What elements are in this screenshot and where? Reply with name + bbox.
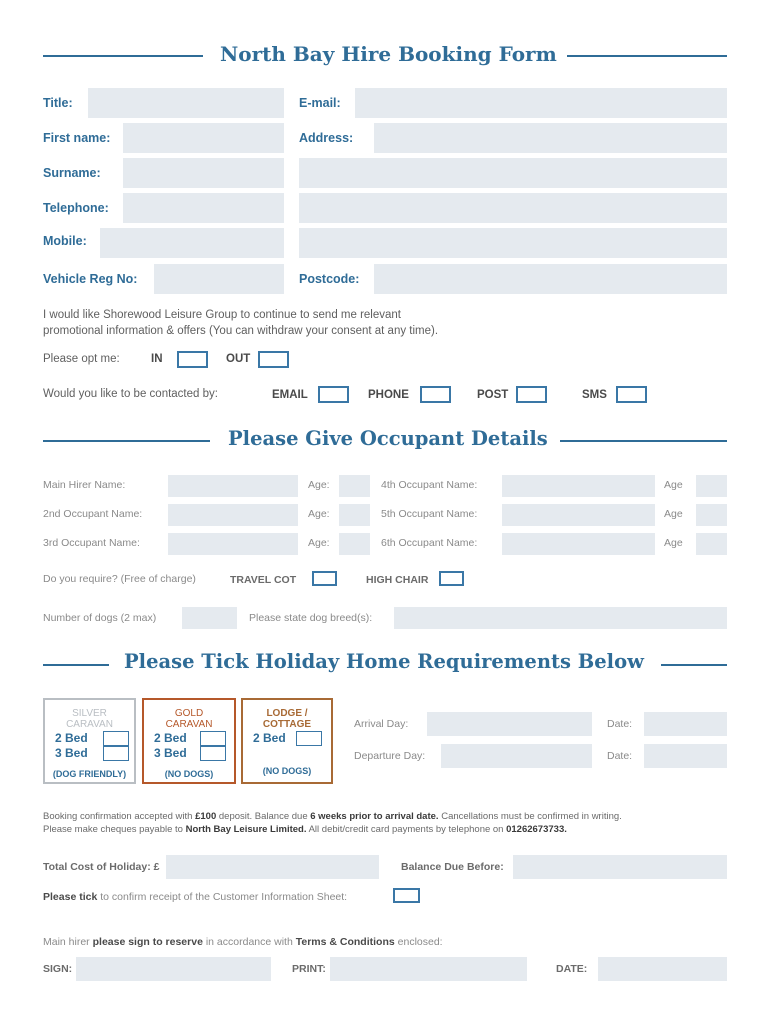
- gold-foot: (NO DOGS): [164, 769, 214, 779]
- gold-name-1: GOLD: [174, 708, 204, 719]
- telephone-label: Telephone:: [43, 201, 109, 215]
- first-name-input[interactable]: [123, 123, 284, 153]
- silver-name-1: SILVER: [72, 708, 107, 719]
- occupants-heading: Please Give Occupant Details: [228, 427, 548, 450]
- gold-2bed-label: 2 Bed: [154, 731, 187, 745]
- silver-3bed-label: 3 Bed: [55, 746, 88, 760]
- fourth-occupant-label: 4th Occupant Name:: [381, 479, 478, 491]
- total-cost-input[interactable]: [166, 855, 379, 879]
- silver-caravan-card: [43, 698, 136, 784]
- sign-intro: Main hirer please sign to reserve in accordance with Terms & Conditions enclosed:: [43, 936, 443, 948]
- high-chair-checkbox[interactable]: [439, 571, 464, 586]
- gold-caravan-card: [142, 698, 236, 784]
- surname-label: Surname:: [43, 166, 101, 180]
- address-input-4[interactable]: [299, 228, 727, 258]
- departure-date-input[interactable]: [644, 744, 727, 768]
- title-label: Title:: [43, 96, 73, 110]
- second-occupant-label: 2nd Occupant Name:: [43, 508, 143, 520]
- postcode-label: Postcode:: [299, 272, 360, 286]
- surname-input[interactable]: [123, 158, 284, 188]
- fourth-age-label: Age: [664, 479, 683, 491]
- contact-phone-checkbox[interactable]: [420, 386, 451, 403]
- lodge-name-2: COTTAGE: [262, 719, 312, 730]
- title-rule-left: [43, 55, 203, 57]
- opt-out-checkbox[interactable]: [258, 351, 289, 368]
- contact-phone-label: PHONE: [368, 389, 409, 401]
- arrival-date-input[interactable]: [644, 712, 727, 736]
- opt-in-label: IN: [151, 353, 163, 365]
- lodge-name-1: LODGE /: [266, 708, 308, 719]
- contact-email-label: EMAIL: [272, 389, 308, 401]
- departure-input[interactable]: [441, 744, 592, 768]
- lodge-cottage-card: [241, 698, 333, 784]
- third-occupant-label: 3rd Occupant Name:: [43, 537, 140, 549]
- dogs-input[interactable]: [182, 607, 237, 629]
- opt-in-checkbox[interactable]: [177, 351, 208, 368]
- gold-2bed-checkbox[interactable]: [200, 731, 226, 746]
- total-cost-label: Total Cost of Holiday: £: [43, 861, 160, 873]
- arrival-label: Arrival Day:: [354, 718, 409, 730]
- title-input[interactable]: [88, 88, 284, 118]
- contact-post-label: POST: [477, 389, 509, 401]
- silver-foot: (DOG FRIENDLY): [52, 769, 127, 779]
- dog-breed-label: Please state dog breed(s):: [249, 612, 373, 624]
- postcode-input[interactable]: [374, 264, 727, 294]
- opt-out-label: OUT: [226, 353, 251, 365]
- requirements-rule-right: [661, 664, 727, 666]
- main-hirer-age-label: Age:: [308, 479, 330, 491]
- terms-line-2: Please make cheques payable to North Bay Leisure Limited. All debit/credit card payments by telephone on 01262673733.: [43, 824, 567, 835]
- fourth-occupant-input[interactable]: [502, 475, 655, 497]
- opt-label: Please opt me:: [43, 353, 120, 365]
- contact-post-checkbox[interactable]: [516, 386, 547, 403]
- consent-line-1: I would like Shorewood Leisure Group to continue to send me relevant: [43, 309, 401, 321]
- departure-label: Departure Day:: [354, 750, 426, 762]
- balance-due-input[interactable]: [513, 855, 727, 879]
- main-hirer-age-input[interactable]: [339, 475, 370, 497]
- email-label: E-mail:: [299, 96, 341, 110]
- second-age-input[interactable]: [339, 504, 370, 526]
- main-hirer-input[interactable]: [168, 475, 298, 497]
- occupants-rule-left: [43, 440, 210, 442]
- silver-3bed-checkbox[interactable]: [103, 746, 129, 761]
- sixth-age-label: Age: [664, 537, 683, 549]
- telephone-input[interactable]: [123, 193, 284, 223]
- page-title: North Bay Hire Booking Form: [220, 42, 557, 66]
- lodge-2bed-label: 2 Bed: [253, 731, 286, 745]
- first-name-label: First name:: [43, 131, 111, 145]
- info-sheet-label: Please tick to confirm receipt of the Customer Information Sheet:: [43, 891, 348, 903]
- dog-breed-input[interactable]: [394, 607, 727, 629]
- contact-sms-checkbox[interactable]: [616, 386, 647, 403]
- terms-line-1: Booking confirmation accepted with £100 deposit. Balance due 6 weeks prior to arrival date. Cancellations must be confirmed in writing.: [43, 811, 622, 822]
- email-input[interactable]: [355, 88, 727, 118]
- departure-date-label: Date:: [607, 750, 633, 762]
- mobile-label: Mobile:: [43, 234, 87, 248]
- consent-line-2: promotional information & offers (You can withdraw your consent at any time).: [43, 325, 439, 337]
- fourth-age-input[interactable]: [696, 475, 727, 497]
- silver-2bed-checkbox[interactable]: [103, 731, 129, 746]
- high-chair-label: HIGH CHAIR: [366, 574, 429, 586]
- occupants-rule-right: [560, 440, 727, 442]
- address-input-3[interactable]: [299, 193, 727, 223]
- sixth-age-input[interactable]: [696, 533, 727, 555]
- fifth-occupant-input[interactable]: [502, 504, 655, 526]
- sixth-occupant-label: 6th Occupant Name:: [381, 537, 478, 549]
- info-sheet-checkbox[interactable]: [393, 888, 420, 903]
- contact-label: Would you like to be contacted by:: [43, 388, 218, 400]
- lodge-2bed-checkbox[interactable]: [296, 731, 322, 746]
- arrival-input[interactable]: [427, 712, 592, 736]
- requirements-rule-left: [43, 664, 109, 666]
- third-occupant-input[interactable]: [168, 533, 298, 555]
- require-label: Do you require? (Free of charge): [43, 573, 196, 585]
- address-label: Address:: [299, 131, 354, 145]
- title-rule-right: [567, 55, 727, 57]
- date-label: DATE:: [556, 963, 588, 975]
- vehicle-reg-label: Vehicle Reg No:: [43, 272, 138, 286]
- balance-due-label: Balance Due Before:: [401, 861, 504, 873]
- fifth-age-input[interactable]: [696, 504, 727, 526]
- second-age-label: Age:: [308, 508, 330, 520]
- requirements-heading: Please Tick Holiday Home Requirements Below: [124, 650, 644, 673]
- date-input[interactable]: [598, 957, 727, 981]
- third-age-input[interactable]: [339, 533, 370, 555]
- sign-label: SIGN:: [43, 963, 73, 975]
- address-input-1[interactable]: [374, 123, 727, 153]
- address-input-2[interactable]: [299, 158, 727, 188]
- second-occupant-input[interactable]: [168, 504, 298, 526]
- print-input[interactable]: [330, 957, 527, 981]
- sign-input[interactable]: [76, 957, 271, 981]
- gold-3bed-label: 3 Bed: [154, 746, 187, 760]
- main-hirer-label: Main Hirer Name:: [43, 479, 126, 491]
- silver-name-2: CARAVAN: [66, 719, 113, 730]
- travel-cot-label: TRAVEL COT: [230, 574, 297, 586]
- contact-email-checkbox[interactable]: [318, 386, 349, 403]
- lodge-foot: (NO DOGS): [262, 766, 312, 776]
- fifth-age-label: Age: [664, 508, 683, 520]
- contact-sms-label: SMS: [582, 389, 607, 401]
- third-age-label: Age:: [308, 537, 330, 549]
- mobile-input[interactable]: [100, 228, 284, 258]
- sixth-occupant-input[interactable]: [502, 533, 655, 555]
- print-label: PRINT:: [292, 963, 326, 975]
- arrival-date-label: Date:: [607, 718, 633, 730]
- silver-2bed-label: 2 Bed: [55, 731, 88, 745]
- travel-cot-checkbox[interactable]: [312, 571, 337, 586]
- vehicle-reg-input[interactable]: [154, 264, 284, 294]
- gold-name-2: CARAVAN: [165, 719, 213, 730]
- fifth-occupant-label: 5th Occupant Name:: [381, 508, 478, 520]
- gold-3bed-checkbox[interactable]: [200, 746, 226, 761]
- dogs-label: Number of dogs (2 max): [43, 612, 157, 624]
